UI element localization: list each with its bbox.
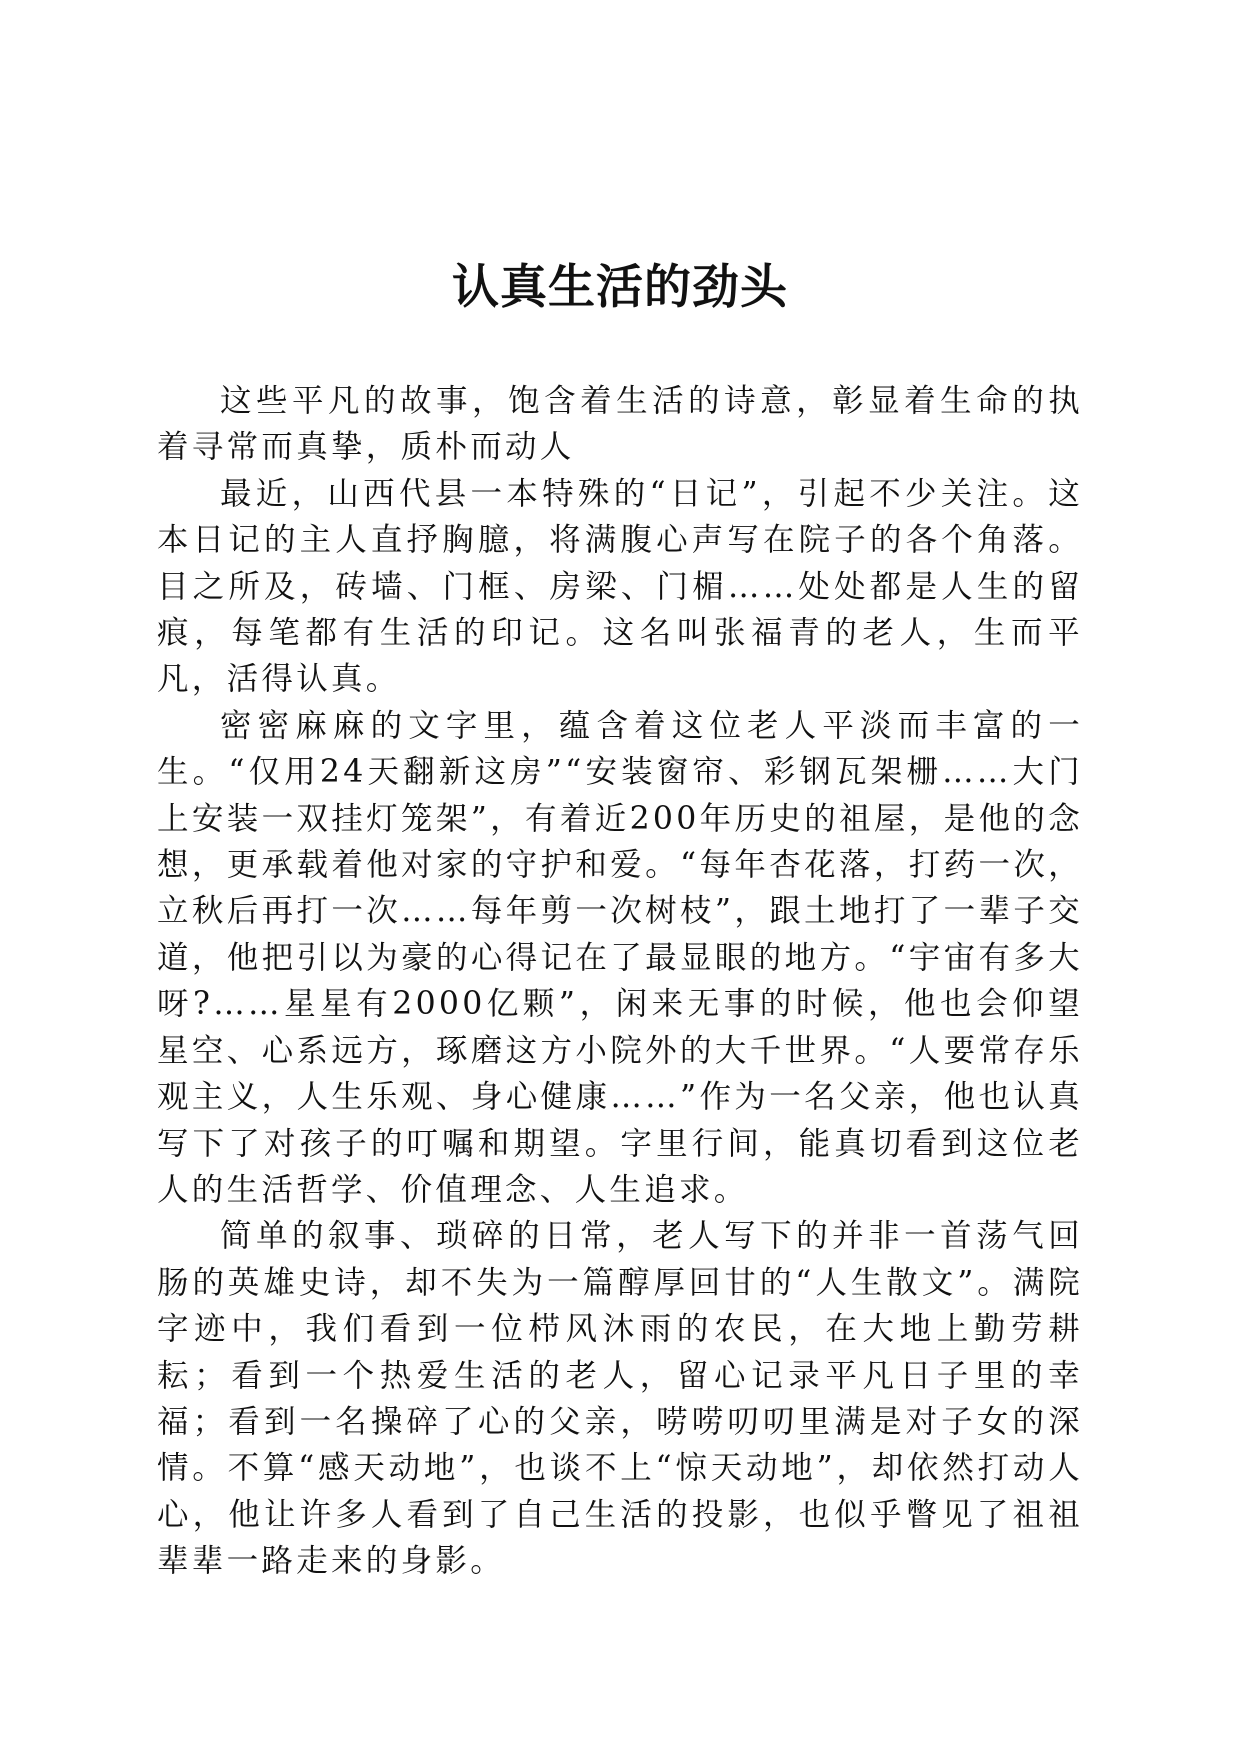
paragraph-content: 密密麻麻的文字里，蕴含着这位老人平淡而丰富的一生。“仅用24天翻新这房”“安装窗帘、彩钢瓦架栅……大门上安装一双挂灯笼架”，有着近200年历史的祖屋，是他的念想，更承载着他对家的守护和爱。“每年杏花落，打药一次，立秋后再打一次……每年剪一次树枝”，跟土地打了一辈子交道，他把引以为豪的心得记在了最显眼的地方。“宇宙有多大呀?……星星有2000亿颗”，闲来无事的时候，他也会仰望星空、心系远方，琢磨这方小院外的大千世界。“人要常存乐观主义，人生乐观、身心健康……”作为一名父亲，他也认真写下了对孩子的叮嘱和期望。字里行间，能真切看到这位老人的生活哲学、价值理念、人生追求。 bbox=[157, 707, 1083, 1208]
document-body bbox=[157, 378, 1083, 1585]
paragraph-conclusion: 简单的叙事、琐碎的日常，老人写下的并非一首荡气回肠的英雄史诗，却不失为一篇醇厚回甘的“人生散文”。满院字迹中，我们看到一位栉风沐雨的农民，在大地上勤劳耕耘；看到一个热爱生活的老人，留心记录平凡日子里的幸福；看到一名操碎了心的父亲，唠唠叨叨里满是对子女的深情。不算“感天动地”，也谈不上“惊天动地”，却依然打动人心，他让许多人看到了自己生活的投影，也似乎瞥见了祖祖辈辈一路走来的身影。 bbox=[157, 1218, 1083, 1580]
paragraph-diary: 最近，山西代县一本特殊的“日记”，引起不少关注。这本日记的主人直抒胸臆，将满腹心声写在院子的各个角落。目之所及，砖墙、门框、房梁、门楣……处处都是人生的留痕，每笔都有生活的印记。这名叫张福青的老人，生而平凡，活得认真。 bbox=[157, 475, 1083, 698]
paragraph-intro: 这些平凡的故事，饱含着生活的诗意，彰显着生命的执着寻常而真挚，质朴而动人 bbox=[157, 383, 1083, 466]
document-title: 认真生活的劲头 bbox=[452, 260, 788, 315]
